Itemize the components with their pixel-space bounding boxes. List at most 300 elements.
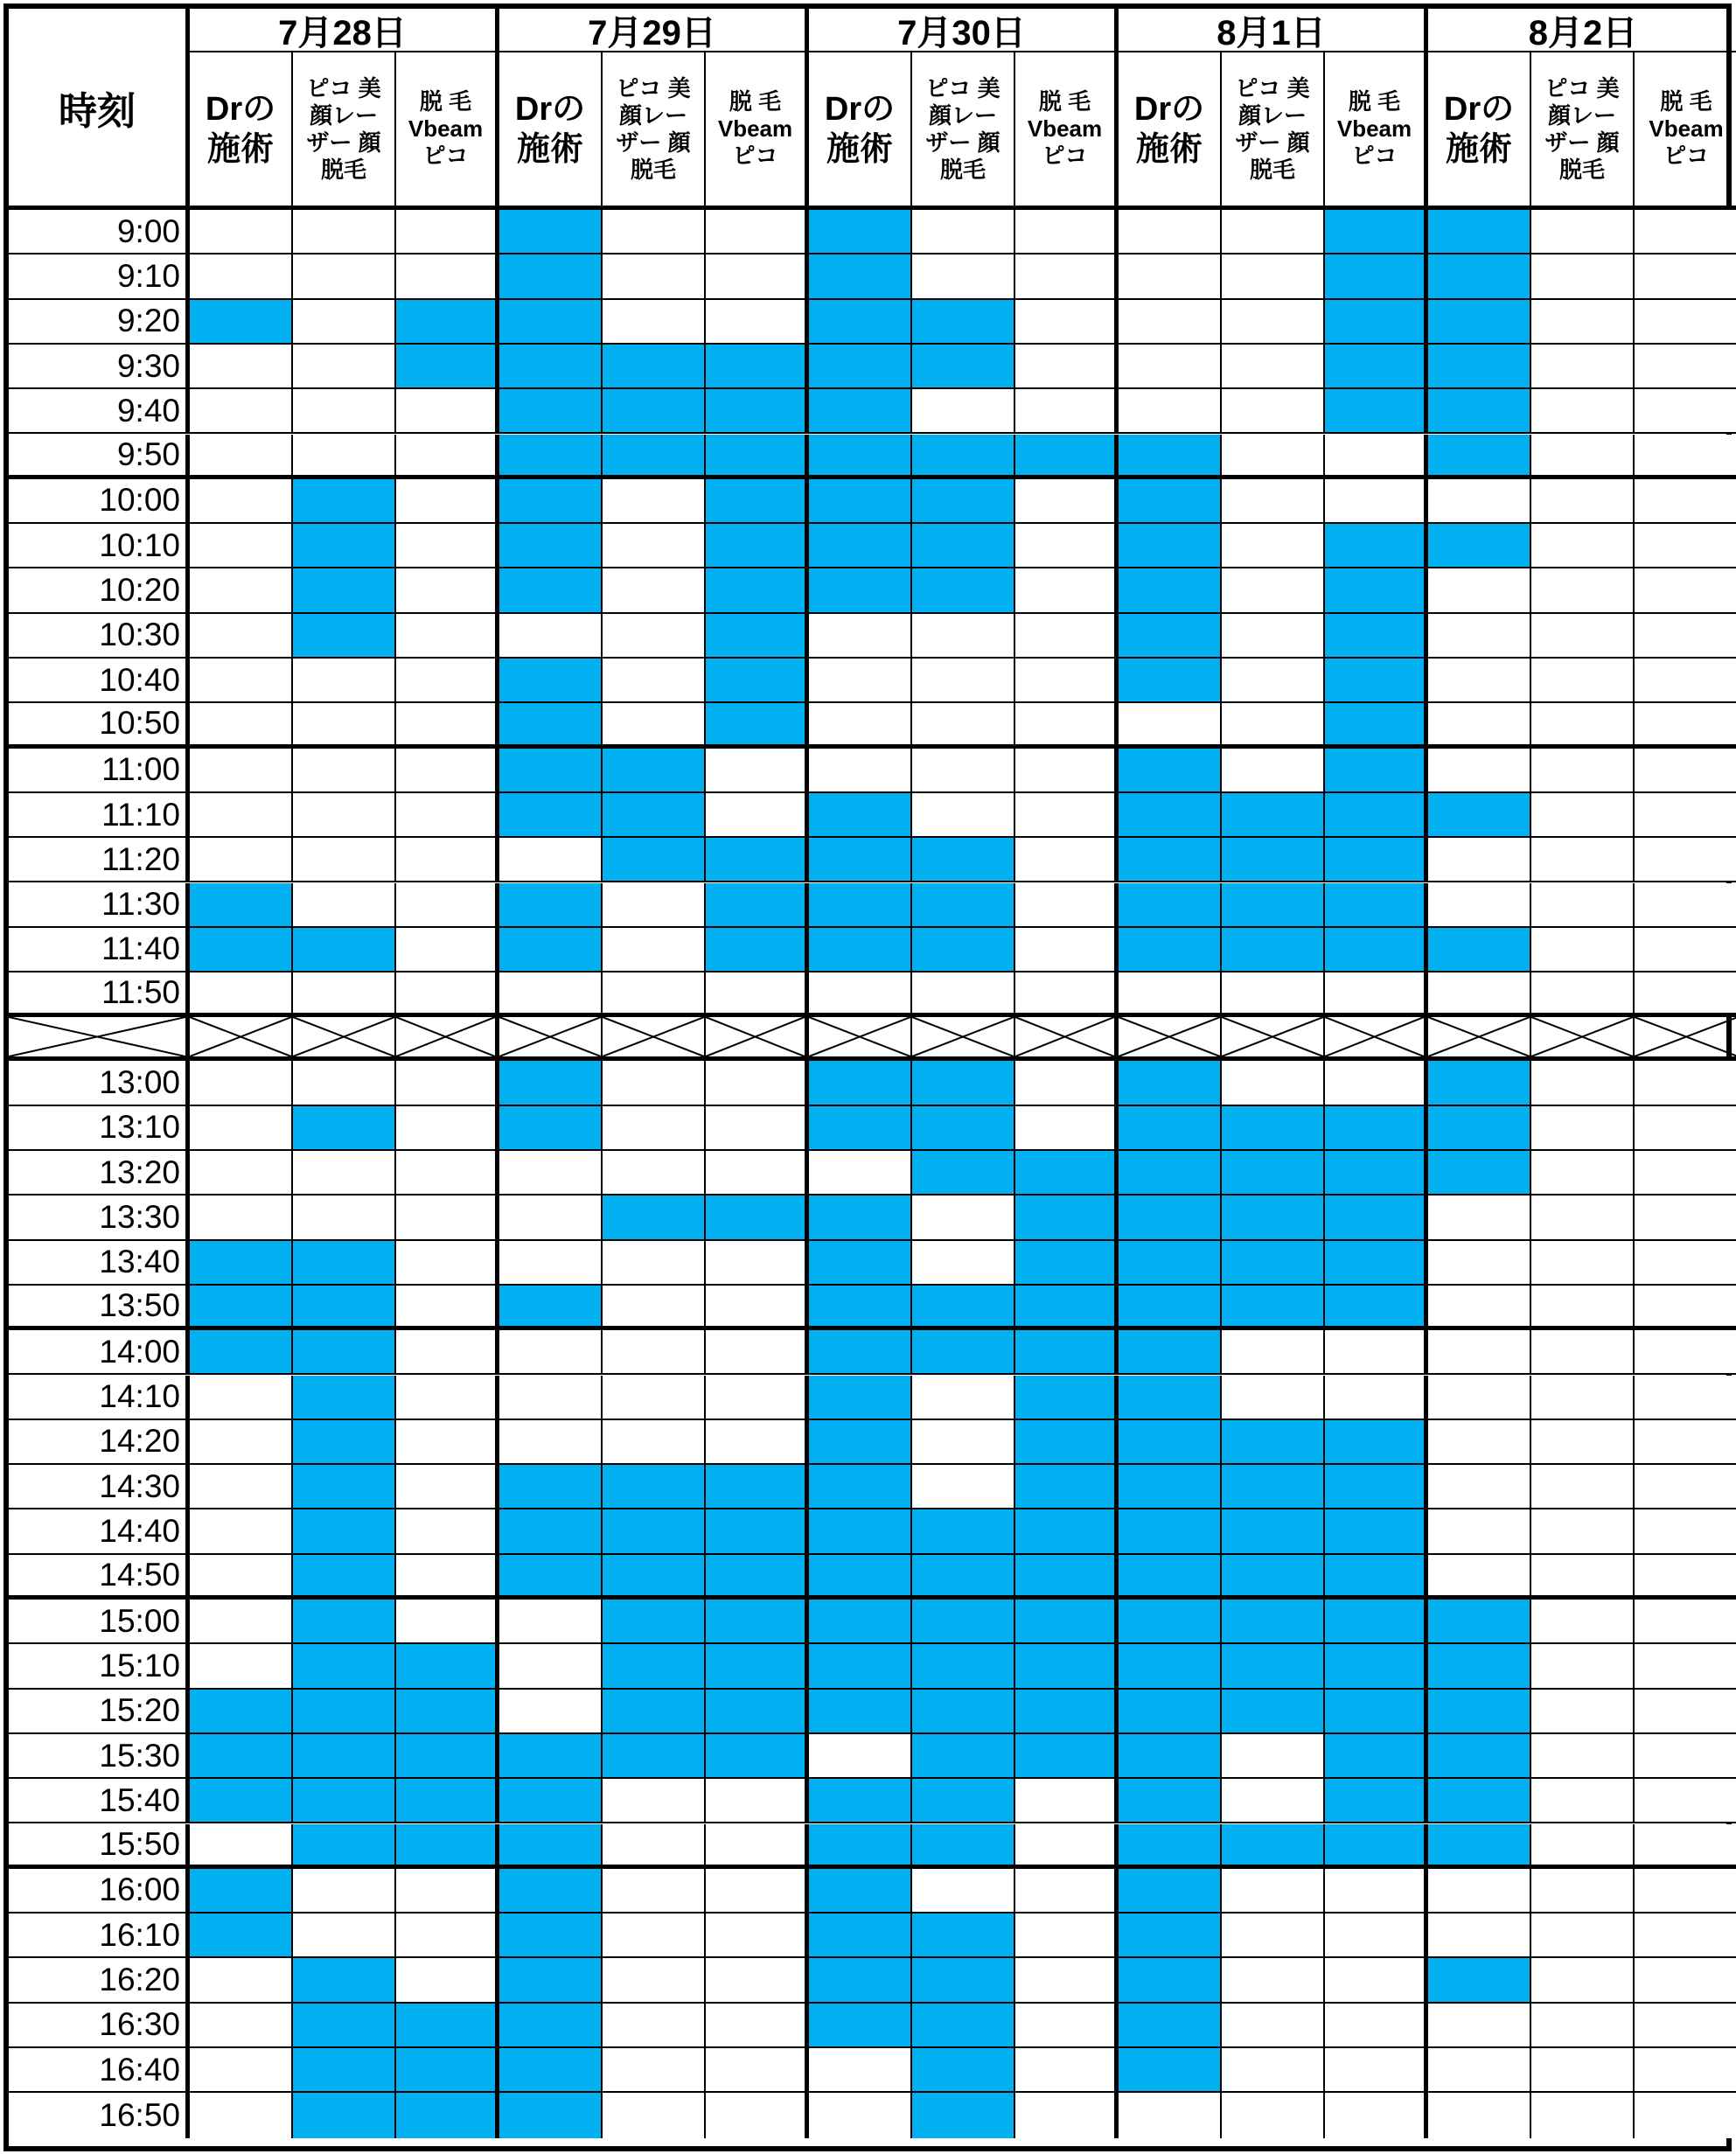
schedule-cell [1635, 1779, 1736, 1823]
schedule-cell [912, 1509, 1015, 1554]
schedule-cell [396, 345, 499, 389]
time-label: 10:20 [9, 568, 190, 613]
break-cross-icon [809, 1017, 910, 1056]
time-label: 11:50 [9, 972, 190, 1017]
schedule-cell [1222, 1958, 1325, 2003]
schedule-cell [1325, 1779, 1428, 1823]
schedule-cell [1119, 254, 1222, 299]
time-label: 10:10 [9, 524, 190, 568]
schedule-cell [1222, 838, 1325, 882]
schedule-cell [1222, 1465, 1325, 1509]
schedule-cell [1325, 1869, 1428, 1914]
schedule-cell [1015, 972, 1119, 1017]
schedule-cell [1015, 883, 1119, 928]
schedule-cell [706, 703, 809, 748]
schedule-cell [1325, 1734, 1428, 1779]
schedule-cell [499, 1824, 603, 1869]
schedule-cell [1428, 1914, 1531, 1958]
schedule-cell [293, 1914, 396, 1958]
schedule-cell [706, 883, 809, 928]
schedule-cell [809, 2004, 912, 2048]
schedule-cell [1428, 1330, 1531, 1375]
schedule-cell [1531, 883, 1635, 928]
schedule-cell [1325, 435, 1428, 479]
schedule-cell [1325, 210, 1428, 254]
schedule-cell [912, 883, 1015, 928]
schedule-cell [1531, 659, 1635, 703]
time-label: 9:30 [9, 345, 190, 389]
schedule-cell [1119, 524, 1222, 568]
schedule-cell [1531, 1061, 1635, 1105]
time-label: 11:30 [9, 883, 190, 928]
schedule-cell [1635, 568, 1736, 613]
schedule-cell [190, 659, 293, 703]
schedule-cell [190, 1555, 293, 1600]
schedule-cell [809, 1196, 912, 1240]
schedule-cell [1015, 435, 1119, 479]
schedule-cell [293, 1824, 396, 1869]
schedule-cell [190, 928, 293, 972]
schedule-cell [190, 1869, 293, 1914]
schedule-cell [809, 1869, 912, 1914]
schedule-cell [1222, 210, 1325, 254]
schedule-cell [603, 389, 706, 434]
schedule-cell [190, 524, 293, 568]
schedule-cell [706, 1509, 809, 1554]
schedule-cell [396, 972, 499, 1017]
break-cell [1325, 1017, 1428, 1061]
schedule-cell [499, 1958, 603, 2003]
schedule-cell [293, 1779, 396, 1823]
schedule-cell [1222, 1376, 1325, 1420]
schedule-cell [912, 749, 1015, 793]
column-header: Drの 施術 [1428, 52, 1531, 210]
schedule-cell [499, 1330, 603, 1375]
schedule-cell [1635, 210, 1736, 254]
schedule-cell [1015, 1420, 1119, 1465]
schedule-cell [1222, 749, 1325, 793]
schedule-cell [603, 614, 706, 659]
schedule-cell [1635, 1376, 1736, 1420]
schedule-cell [1428, 210, 1531, 254]
schedule-cell [1635, 1465, 1736, 1509]
schedule-cell [603, 210, 706, 254]
schedule-cell [190, 1779, 293, 1823]
schedule-cell [1325, 659, 1428, 703]
schedule-cell [706, 1824, 809, 1869]
schedule-cell [1325, 254, 1428, 299]
schedule-cell [603, 838, 706, 882]
schedule-cell [1222, 1869, 1325, 1914]
schedule-cell [499, 2048, 603, 2093]
schedule-cell [706, 479, 809, 524]
schedule-cell [1635, 1420, 1736, 1465]
schedule-cell [603, 254, 706, 299]
schedule-cell [1015, 1914, 1119, 1958]
schedule-cell [293, 749, 396, 793]
schedule-cell [293, 1196, 396, 1240]
schedule-cell [1635, 2048, 1736, 2093]
schedule-cell [1222, 883, 1325, 928]
schedule-cell [603, 479, 706, 524]
schedule-cell [1635, 1555, 1736, 1600]
schedule-cell [1222, 254, 1325, 299]
schedule-cell [1428, 1734, 1531, 1779]
schedule-cell [1531, 1690, 1635, 1734]
schedule-cell [190, 2004, 293, 2048]
schedule-cell [1428, 1644, 1531, 1689]
time-label: 16:00 [9, 1869, 190, 1914]
schedule-cell [809, 928, 912, 972]
schedule-cell [603, 1151, 706, 1196]
schedule-cell [1119, 972, 1222, 1017]
schedule-cell [1119, 2004, 1222, 2048]
schedule-cell [190, 1690, 293, 1734]
schedule-cell [1325, 1600, 1428, 1644]
schedule-cell [1119, 300, 1222, 345]
schedule-cell [1119, 614, 1222, 659]
schedule-cell [809, 1779, 912, 1823]
schedule-cell [1325, 1509, 1428, 1554]
schedule-cell [1531, 1779, 1635, 1823]
schedule-cell [603, 1196, 706, 1240]
schedule-cell [1635, 389, 1736, 434]
schedule-cell [809, 1465, 912, 1509]
schedule-cell [1635, 1286, 1736, 1330]
schedule-cell [396, 1196, 499, 1240]
schedule-cell [1222, 345, 1325, 389]
schedule-cell [293, 1106, 396, 1151]
schedule-cell [190, 749, 293, 793]
schedule-cell [190, 1734, 293, 1779]
schedule-cell [190, 972, 293, 1017]
schedule-cell [1635, 1600, 1736, 1644]
schedule-cell [396, 389, 499, 434]
schedule-cell [1015, 1196, 1119, 1240]
schedule-cell [1325, 928, 1428, 972]
schedule-cell [912, 2048, 1015, 2093]
schedule-cell [1015, 1376, 1119, 1420]
schedule-cell [1325, 1196, 1428, 1240]
schedule-cell [190, 300, 293, 345]
schedule-cell [396, 1509, 499, 1554]
schedule-cell [1325, 1958, 1428, 2003]
schedule-cell [1222, 2093, 1325, 2137]
schedule-cell [1635, 972, 1736, 1017]
schedule-cell [1015, 1644, 1119, 1689]
schedule-cell [190, 1106, 293, 1151]
schedule-cell [1222, 1106, 1325, 1151]
schedule-cell [396, 1555, 499, 1600]
schedule-cell [809, 793, 912, 838]
schedule-cell [603, 1734, 706, 1779]
break-cross-icon [1015, 1017, 1114, 1056]
schedule-cell [1531, 614, 1635, 659]
column-header: Drの 施術 [1119, 52, 1222, 210]
schedule-cell [1015, 1779, 1119, 1823]
schedule-cell [499, 568, 603, 613]
schedule-cell [293, 1330, 396, 1375]
schedule-cell [1428, 1286, 1531, 1330]
time-label: 15:10 [9, 1644, 190, 1689]
schedule-cell [396, 1869, 499, 1914]
schedule-cell [912, 1555, 1015, 1600]
schedule-cell [1325, 2093, 1428, 2137]
schedule-cell [499, 389, 603, 434]
schedule-cell [1428, 883, 1531, 928]
schedule-cell [706, 749, 809, 793]
schedule-cell [1222, 435, 1325, 479]
schedule-cell [912, 210, 1015, 254]
break-cell [912, 1017, 1015, 1061]
time-label: 11:20 [9, 838, 190, 882]
schedule-cell [499, 1196, 603, 1240]
schedule-cell [1531, 749, 1635, 793]
schedule-cell [1222, 1196, 1325, 1240]
schedule-table [3, 3, 1732, 2151]
break-cross-icon [1222, 1017, 1323, 1056]
schedule-cell [809, 210, 912, 254]
schedule-cell [706, 1779, 809, 1823]
schedule-cell [1119, 1824, 1222, 1869]
schedule-cell [1015, 1241, 1119, 1286]
schedule-cell [912, 1376, 1015, 1420]
break-cell [1635, 1017, 1736, 1061]
schedule-cell [190, 1061, 293, 1105]
break-cell [396, 1017, 499, 1061]
schedule-cell [1428, 435, 1531, 479]
time-label: 13:20 [9, 1151, 190, 1196]
schedule-cell [706, 1734, 809, 1779]
schedule-cell [293, 1286, 396, 1330]
schedule-cell [1119, 1600, 1222, 1644]
schedule-cell [912, 1286, 1015, 1330]
schedule-cell [1325, 2048, 1428, 2093]
schedule-cell [396, 210, 499, 254]
schedule-cell [190, 254, 293, 299]
schedule-cell [1635, 1914, 1736, 1958]
schedule-cell [1531, 838, 1635, 882]
schedule-cell [809, 1555, 912, 1600]
break-cell [190, 1017, 293, 1061]
time-label: 15:30 [9, 1734, 190, 1779]
time-label: 14:10 [9, 1376, 190, 1420]
schedule-cell [1531, 1824, 1635, 1869]
schedule-cell [499, 749, 603, 793]
schedule-cell [293, 659, 396, 703]
schedule-cell [1222, 2004, 1325, 2048]
schedule-cell [706, 1106, 809, 1151]
schedule-cell [293, 2093, 396, 2137]
schedule-cell [706, 300, 809, 345]
time-label: 14:00 [9, 1330, 190, 1375]
schedule-cell [1222, 614, 1325, 659]
schedule-cell [1222, 1824, 1325, 1869]
schedule-cell [190, 1824, 293, 1869]
schedule-cell [1119, 1690, 1222, 1734]
schedule-cell [1635, 749, 1736, 793]
schedule-cell [1531, 1241, 1635, 1286]
schedule-cell [499, 2004, 603, 2048]
break-cross-icon [190, 1017, 291, 1056]
time-label: 9:40 [9, 389, 190, 434]
schedule-cell [1222, 1779, 1325, 1823]
schedule-cell [293, 838, 396, 882]
time-label: 15:40 [9, 1779, 190, 1823]
schedule-cell [603, 1106, 706, 1151]
schedule-cell [1428, 1196, 1531, 1240]
schedule-cell [603, 1286, 706, 1330]
schedule-cell [603, 1465, 706, 1509]
schedule-cell [499, 1690, 603, 1734]
day-header: 8月1日 [1119, 9, 1428, 52]
schedule-cell [396, 703, 499, 748]
schedule-cell [1428, 1241, 1531, 1286]
schedule-cell [912, 793, 1015, 838]
schedule-cell [1428, 2048, 1531, 2093]
schedule-cell [1015, 568, 1119, 613]
schedule-cell [1119, 928, 1222, 972]
schedule-cell [1325, 1690, 1428, 1734]
schedule-cell [809, 1644, 912, 1689]
schedule-cell [293, 928, 396, 972]
schedule-cell [1531, 1958, 1635, 2003]
schedule-cell [809, 1690, 912, 1734]
schedule-cell [190, 479, 293, 524]
schedule-cell [1531, 1555, 1635, 1600]
break-cross-icon [1531, 1017, 1633, 1056]
time-label: 16:20 [9, 1958, 190, 2003]
schedule-cell [190, 2048, 293, 2093]
schedule-cell [1325, 614, 1428, 659]
schedule-cell [1428, 389, 1531, 434]
schedule-cell [1222, 1061, 1325, 1105]
schedule-cell [499, 254, 603, 299]
schedule-cell [1222, 928, 1325, 972]
time-label: 11:40 [9, 928, 190, 972]
break-cross-icon [1119, 1017, 1220, 1056]
schedule-cell [1222, 1734, 1325, 1779]
time-label: 14:40 [9, 1509, 190, 1554]
schedule-cell [1325, 1330, 1428, 1375]
column-header: Drの 施術 [190, 52, 293, 210]
schedule-cell [499, 883, 603, 928]
schedule-cell [396, 1779, 499, 1823]
schedule-cell [293, 479, 396, 524]
schedule-cell [396, 614, 499, 659]
schedule-cell [912, 300, 1015, 345]
schedule-cell [1015, 1106, 1119, 1151]
schedule-cell [499, 2093, 603, 2137]
time-label: 16:30 [9, 2004, 190, 2048]
schedule-cell [1325, 838, 1428, 882]
schedule-cell [1325, 1420, 1428, 1465]
schedule-cell [1635, 1106, 1736, 1151]
schedule-cell [1635, 838, 1736, 882]
schedule-cell [1635, 254, 1736, 299]
schedule-cell [1015, 300, 1119, 345]
schedule-cell [1531, 1330, 1635, 1375]
schedule-cell [1222, 1330, 1325, 1375]
schedule-cell [809, 1824, 912, 1869]
schedule-cell [603, 1958, 706, 2003]
schedule-cell [1428, 1420, 1531, 1465]
schedule-cell [603, 703, 706, 748]
schedule-cell [1635, 1330, 1736, 1375]
schedule-cell [912, 1779, 1015, 1823]
schedule-cell [1015, 2004, 1119, 2048]
schedule-cell [1222, 1286, 1325, 1330]
break-cell [499, 1017, 603, 1061]
schedule-cell [1325, 749, 1428, 793]
schedule-cell [603, 1330, 706, 1375]
schedule-cell [396, 2093, 499, 2137]
schedule-cell [1325, 1824, 1428, 1869]
schedule-cell [706, 1690, 809, 1734]
schedule-cell [1531, 2093, 1635, 2137]
time-label: 13:30 [9, 1196, 190, 1240]
schedule-cell [706, 568, 809, 613]
break-cell [1222, 1017, 1325, 1061]
schedule-cell [1015, 703, 1119, 748]
schedule-cell [1531, 1869, 1635, 1914]
column-header: ピコ 美 顔レー ザー 顔 脱毛 [912, 52, 1015, 210]
break-cell [1119, 1017, 1222, 1061]
schedule-cell [706, 1241, 809, 1286]
day-header: 8月2日 [1428, 9, 1736, 52]
schedule-cell [809, 703, 912, 748]
schedule-cell [499, 435, 603, 479]
schedule-cell [706, 838, 809, 882]
schedule-cell [912, 1914, 1015, 1958]
schedule-cell [1119, 1330, 1222, 1375]
schedule-cell [809, 1106, 912, 1151]
schedule-cell [1531, 479, 1635, 524]
schedule-cell [912, 928, 1015, 972]
schedule-cell [1222, 389, 1325, 434]
schedule-cell [1015, 1465, 1119, 1509]
schedule-cell [293, 2004, 396, 2048]
schedule-cell [1635, 524, 1736, 568]
schedule-cell [809, 838, 912, 882]
schedule-cell [912, 254, 1015, 299]
schedule-cell [293, 1734, 396, 1779]
schedule-cell [1428, 1106, 1531, 1151]
schedule-cell [1222, 1555, 1325, 1600]
schedule-cell [190, 1376, 293, 1420]
schedule-cell [1325, 883, 1428, 928]
schedule-cell [1531, 1600, 1635, 1644]
column-header: 脱 毛 Vbeam ピコ [706, 52, 809, 210]
schedule-cell [1119, 210, 1222, 254]
schedule-cell [706, 524, 809, 568]
schedule-cell [190, 568, 293, 613]
schedule-cell [1222, 300, 1325, 345]
time-label: 11:00 [9, 749, 190, 793]
schedule-cell [499, 345, 603, 389]
time-label: 14:20 [9, 1420, 190, 1465]
schedule-cell [190, 703, 293, 748]
schedule-cell [706, 1061, 809, 1105]
schedule-cell [499, 1420, 603, 1465]
schedule-cell [1015, 1824, 1119, 1869]
schedule-cell [1119, 2093, 1222, 2137]
schedule-cell [706, 1151, 809, 1196]
schedule-cell [190, 1151, 293, 1196]
schedule-cell [706, 1958, 809, 2003]
schedule-cell [1119, 479, 1222, 524]
schedule-cell [1222, 793, 1325, 838]
